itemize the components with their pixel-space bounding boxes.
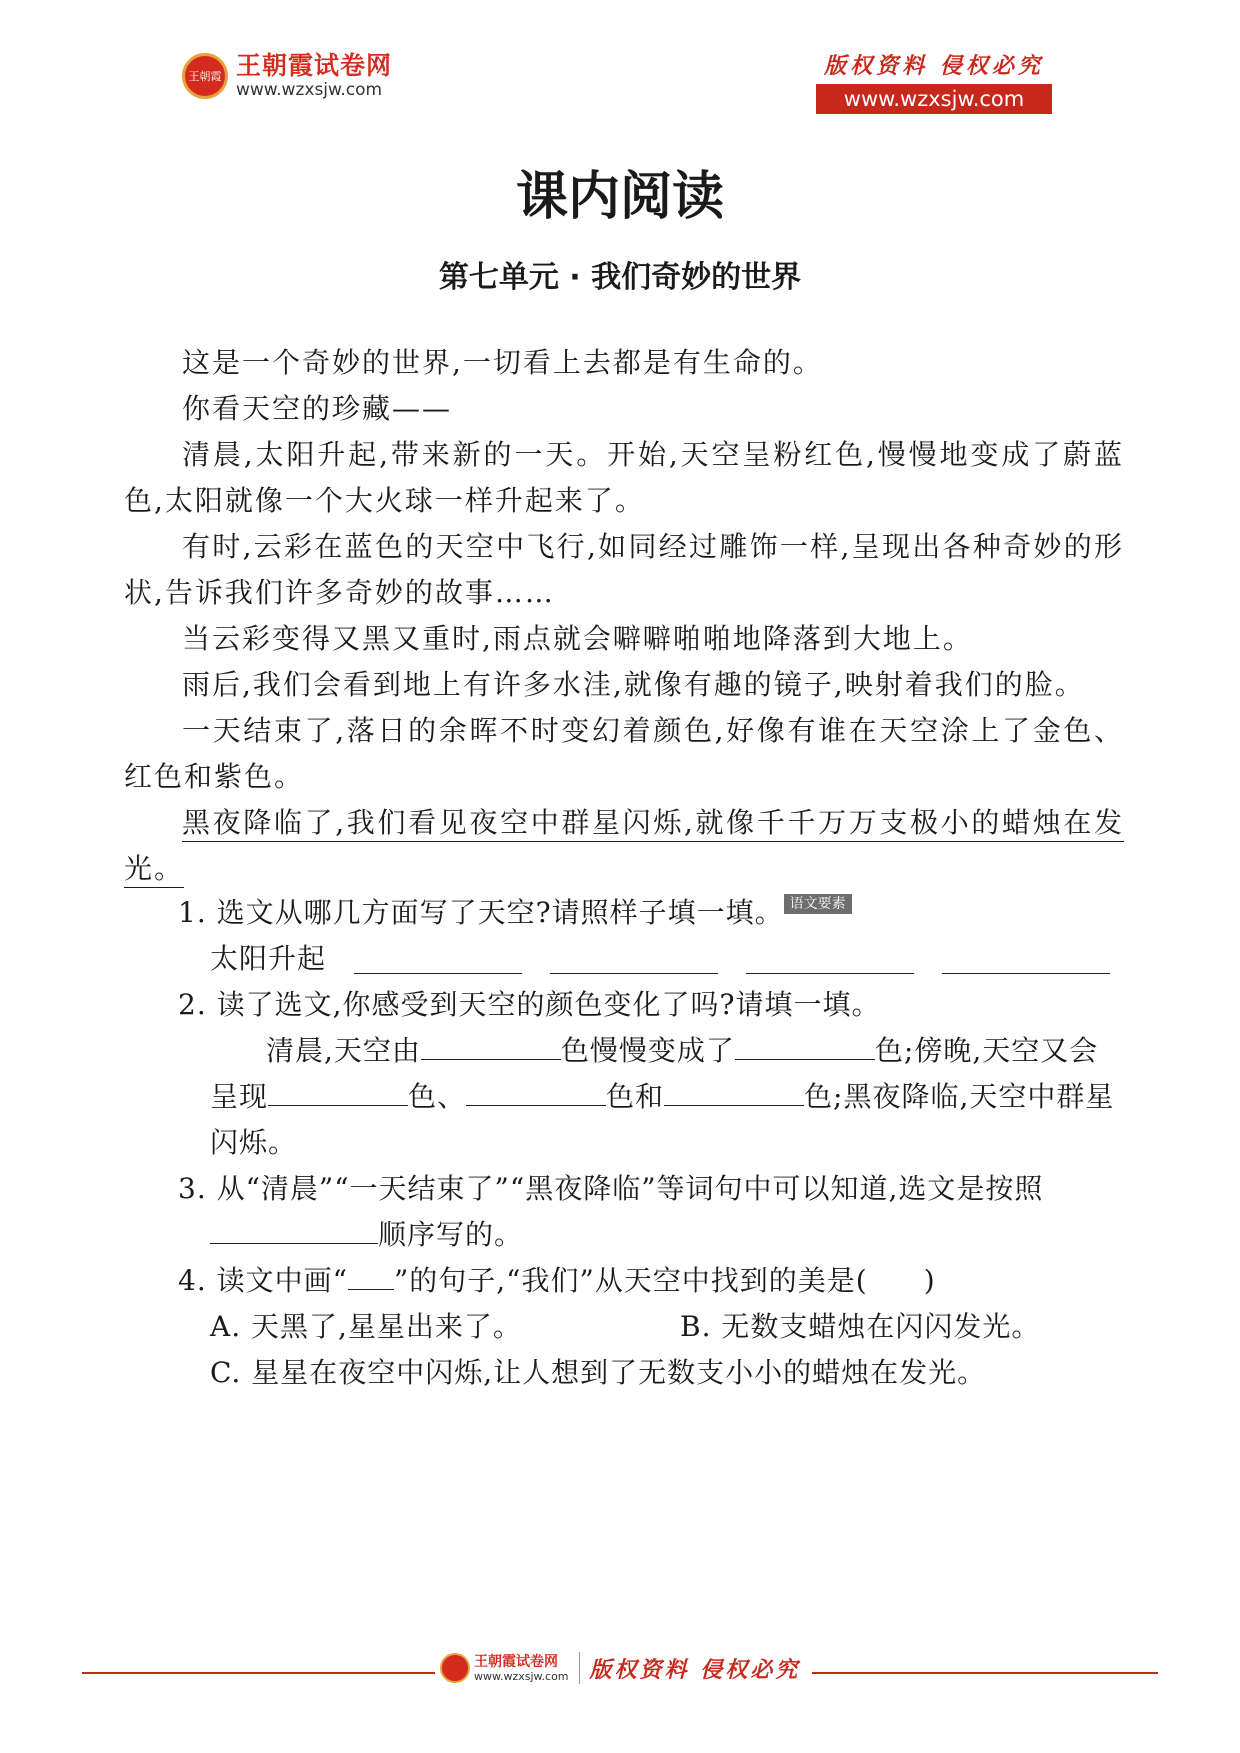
questions bbox=[178, 890, 1124, 1396]
passage-underlined-paragraph bbox=[124, 800, 1124, 892]
answer-blank[interactable] bbox=[942, 945, 1110, 974]
footer-slogan: 版权资料 侵权必究 bbox=[589, 1656, 801, 1683]
footer-divider bbox=[82, 1672, 435, 1674]
answer-blank[interactable] bbox=[735, 1031, 875, 1060]
answer-blank[interactable] bbox=[664, 1077, 804, 1106]
question-1-answer-row bbox=[178, 936, 1124, 982]
passage-paragraph: 你看天空的珍藏—— bbox=[182, 392, 453, 425]
q2-text-a: 清晨,天空由 bbox=[266, 1034, 421, 1067]
question-4-post: ”的句子,“我们”从天空中找到的美是( bbox=[393, 1264, 868, 1297]
passage-paragraph: 有时,云彩在蓝色的天空中飞行,如同经过雕饰一样,呈现出各种奇妙的形状,告诉我们许多奇妙的故事…… bbox=[124, 530, 1124, 609]
option-a[interactable]: A. 天黑了,星星出来了。 bbox=[210, 1310, 522, 1343]
q2-text-b: 色慢慢变成了 bbox=[560, 1034, 735, 1067]
logo-badge-text: 王朝霞 bbox=[188, 70, 222, 83]
question-3-fill bbox=[178, 1212, 1124, 1258]
answer-blank[interactable] bbox=[421, 1031, 561, 1060]
answer-blank[interactable] bbox=[746, 945, 914, 974]
option-b[interactable]: B. 无数支蜡烛在闪闪发光。 bbox=[680, 1310, 1041, 1343]
question-1 bbox=[178, 890, 1124, 936]
footer-logo-url: www.wzxsjw.com bbox=[474, 1669, 569, 1683]
passage-paragraph: 这是一个奇妙的世界,一切看上去都是有生命的。 bbox=[182, 346, 823, 379]
page-footer bbox=[0, 1652, 1240, 1692]
copyright-notice bbox=[816, 52, 1052, 114]
passage-paragraph: 一天结束了,落日的余晖不时变幻着颜色,好像有谁在天空涂上了金色、红色和紫色。 bbox=[124, 714, 1124, 793]
answer-blank[interactable] bbox=[354, 945, 522, 974]
option-c[interactable]: C. 星星在夜空中闪烁,让人想到了无数支小小的蜡烛在发光。 bbox=[210, 1356, 987, 1389]
passage-paragraph: 当云彩变得又黑又重时,雨点就会噼噼啪啪地降落到大地上。 bbox=[182, 622, 973, 655]
copyright-url: www.wzxsjw.com bbox=[816, 84, 1052, 114]
q2-text-e: 色和 bbox=[606, 1080, 665, 1113]
answer-blank[interactable] bbox=[466, 1077, 606, 1106]
site-logo bbox=[182, 52, 392, 100]
question-2-fill bbox=[178, 1028, 1124, 1166]
question-4-close: ) bbox=[923, 1264, 936, 1297]
page-subtitle: 第七单元 · 我们奇妙的世界 bbox=[438, 260, 802, 295]
logo-badge-icon bbox=[182, 53, 228, 99]
underlined-sentence: 黑夜降临了,我们看见夜空中群星闪烁,就像千千万万支极小的蜡烛在发光。 bbox=[124, 806, 1124, 885]
answer-blank[interactable] bbox=[268, 1077, 408, 1106]
q2-text-f: 色;黑夜降临,天空中群星闪烁。 bbox=[210, 1080, 1115, 1159]
question-1-example: 太阳升起 bbox=[210, 942, 327, 975]
logo-name: 王朝霞试卷网 bbox=[236, 51, 393, 80]
q2-text-c: 色;傍晚,天空又会呈现 bbox=[210, 1034, 1099, 1113]
underline-sample bbox=[348, 1261, 394, 1290]
question-4-options-row bbox=[178, 1304, 1124, 1350]
reading-passage bbox=[124, 340, 1124, 892]
passage-paragraph: 雨后,我们会看到地上有许多水洼,就像有趣的镜子,映射着我们的脸。 bbox=[182, 668, 1085, 701]
question-3 bbox=[178, 1166, 1124, 1212]
footer-logo-icon bbox=[440, 1653, 470, 1683]
question-3-text: 3. 从“清晨”“一天结束了”“黑夜降临”等词句中可以知道,选文是按照 bbox=[178, 1172, 1044, 1205]
q2-text-d: 色、 bbox=[408, 1080, 467, 1113]
question-4-pre: 4. 读文中画“ bbox=[178, 1264, 348, 1297]
answer-blank[interactable] bbox=[210, 1215, 378, 1244]
question-2: 2. 读了选文,你感受到天空的颜色变化了吗?请填一填。 bbox=[178, 988, 881, 1021]
footer-divider bbox=[812, 1672, 1158, 1674]
question-3-tail: 顺序写的。 bbox=[378, 1218, 524, 1251]
question-1-text: 1. 选文从哪几方面写了天空?请照样子填一填。 bbox=[178, 896, 784, 929]
copyright-slogan: 版权资料 侵权必究 bbox=[824, 53, 1044, 79]
footer-brand bbox=[440, 1652, 800, 1684]
footer-logo-name: 王朝霞试卷网 bbox=[474, 1653, 558, 1670]
answer-blank[interactable] bbox=[550, 945, 718, 974]
page-title: 课内阅读 bbox=[515, 167, 724, 227]
logo-url: www.wzxsjw.com bbox=[236, 80, 383, 100]
footer-separator bbox=[579, 1652, 580, 1684]
passage-paragraph: 清晨,太阳升起,带来新的一天。开始,天空呈粉红色,慢慢地变成了蔚蓝色,太阳就像一个大火球一样升起来了。 bbox=[124, 438, 1124, 517]
question-4 bbox=[178, 1258, 1124, 1304]
language-element-tag: 语文要素 bbox=[784, 894, 852, 914]
